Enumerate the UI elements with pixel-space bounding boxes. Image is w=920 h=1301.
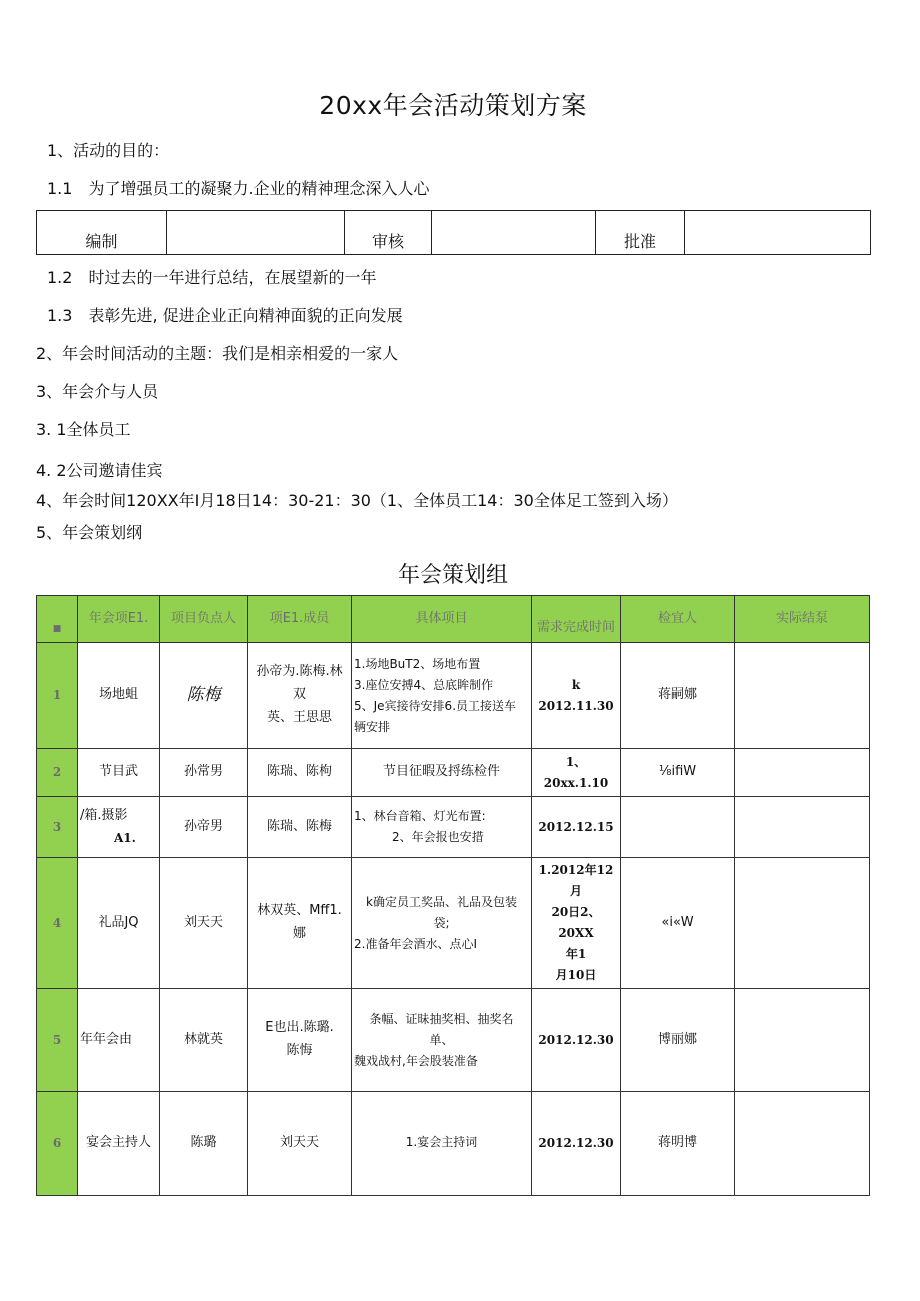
row-item: 年年会由 <box>78 989 160 1092</box>
row-checker: 蒋嗣娜 <box>621 643 735 749</box>
participants-staff: 3. 1全体员工 <box>36 420 131 439</box>
row-checker <box>621 797 735 858</box>
row-checker: 博丽娜 <box>621 989 735 1092</box>
header-members: 项E1.成员 <box>248 596 352 643</box>
table-row <box>37 643 870 749</box>
row-owner <box>160 643 248 749</box>
editor-field[interactable] <box>167 211 345 255</box>
row-result[interactable] <box>735 797 870 858</box>
row-number: 4 <box>37 858 78 989</box>
row-item: 礼品JQ <box>78 858 160 989</box>
row-detail: 1.场地BuT2、场地布置 3.座位安搏4、总底眸制作 5、Je宾接待安排6.员工接送车 辆安排 <box>352 643 532 749</box>
row-owner: 林就英 <box>160 989 248 1092</box>
purpose-1-3: 1.3 表彰先进, 促进企业正向精神面貌的正向发展 <box>47 306 403 325</box>
purpose-1-1: 1.1 为了增强员工的凝聚力.企业的精神理念深入人心 <box>47 179 430 198</box>
table-row <box>37 749 870 797</box>
row-deadline: 2012.12.30 <box>532 989 621 1092</box>
row-owner: 孙常男 <box>160 749 248 797</box>
planning-table <box>36 595 870 1196</box>
owner-signature: 陈梅 <box>186 684 221 705</box>
row-result[interactable] <box>735 858 870 989</box>
row-item: /箱.摄影 A1. <box>78 797 160 858</box>
row-owner: 孙帝男 <box>160 797 248 858</box>
row-members: 孙帝为.陈梅.林双 英、王思思 <box>248 643 352 749</box>
row-result[interactable] <box>735 989 870 1092</box>
editor-label: 编制 <box>37 211 167 255</box>
row-checker: «i«W <box>621 858 735 989</box>
table-row <box>37 858 870 989</box>
row-members: 陈瑞、陈梅 <box>248 797 352 858</box>
section-theme: 2、年会时间活动的主题：我们是相亲相爱的一家人 <box>36 344 399 363</box>
participants-guests: 4. 2公司邀请佳宾 <box>36 461 163 480</box>
row-detail: k确定员工奖品、礼品及包装 袋; 2.准备年会酒水、点心I <box>352 858 532 989</box>
row-deadline: 2012.12.30 <box>532 1092 621 1196</box>
reviewer-field[interactable] <box>432 211 596 255</box>
row-deadline: 1.2012年12月 20日2、20XX 年1 月10日 <box>532 858 621 989</box>
row-checker: 蒋明博 <box>621 1092 735 1196</box>
header-deadline: 需求完成时间 <box>532 596 621 643</box>
row-detail: 1.宴会主持词 <box>352 1092 532 1196</box>
row-number: 5 <box>37 989 78 1092</box>
row-deadline: 1、 20xx.1.10 <box>532 749 621 797</box>
header-checker: 检宜人 <box>621 596 735 643</box>
row-item: 节目武 <box>78 749 160 797</box>
row-deadline: 2012.12.15 <box>532 797 621 858</box>
section-planning: 5、年会策划纲 <box>36 523 143 542</box>
header-owner: 项目负点人 <box>160 596 248 643</box>
table-header-row <box>37 596 870 643</box>
reviewer-label: 审核 <box>345 211 432 255</box>
row-result[interactable] <box>735 749 870 797</box>
row-detail: 1、林台音箱、灯光布置: 2、年会报也安措 <box>352 797 532 858</box>
row-item: 场地蛆 <box>78 643 160 749</box>
row-number: 2 <box>37 749 78 797</box>
section-time: 4、年会时间120XX年I月18日14：30-21：30（1、全体员工14：30全体足工签到入场） <box>36 491 678 510</box>
row-members: 陈瑞、陈枸 <box>248 749 352 797</box>
approver-label: 批准 <box>596 211 685 255</box>
row-result[interactable] <box>735 643 870 749</box>
header-corner-mark: ■ <box>37 596 78 643</box>
row-members: 林双英、Mff1. 娜 <box>248 858 352 989</box>
row-number: 1 <box>37 643 78 749</box>
row-result[interactable] <box>735 1092 870 1196</box>
header-item: 年会项E1. <box>78 596 160 643</box>
table-row <box>37 797 870 858</box>
table-title: 年会策划组 <box>397 563 508 588</box>
table-row <box>37 989 870 1092</box>
row-members: 刘天天 <box>248 1092 352 1196</box>
row-number: 6 <box>37 1092 78 1196</box>
header-detail: 具体项目 <box>352 596 532 643</box>
row-owner: 刘天天 <box>160 858 248 989</box>
header-result: 实际结泵 <box>735 596 870 643</box>
row-detail: 条幅、证昧抽奖相、抽奖名 单、 魏戏战村,年会股装准备 <box>352 989 532 1092</box>
table-row <box>37 1092 870 1196</box>
row-deadline: k 2012.11.30 <box>532 643 621 749</box>
row-detail: 节目征暇及捋练检件 <box>352 749 532 797</box>
row-item: 宴会主持人 <box>78 1092 160 1196</box>
row-checker: ⅛ifiW <box>621 749 735 797</box>
row-members: E也出.陈璐. 陈悔 <box>248 989 352 1092</box>
purpose-1-2: 1.2 时过去的一年进行总结，在展望新的一年 <box>47 268 377 287</box>
section-purpose: 1、活动的目的： <box>47 141 170 160</box>
page-title: 20xx年会活动策划方案 <box>319 91 587 120</box>
approval-table <box>36 210 871 255</box>
approver-field[interactable] <box>685 211 871 255</box>
row-owner: 陈璐 <box>160 1092 248 1196</box>
row-number: 3 <box>37 797 78 858</box>
section-participants: 3、年会介与人员 <box>36 382 159 401</box>
